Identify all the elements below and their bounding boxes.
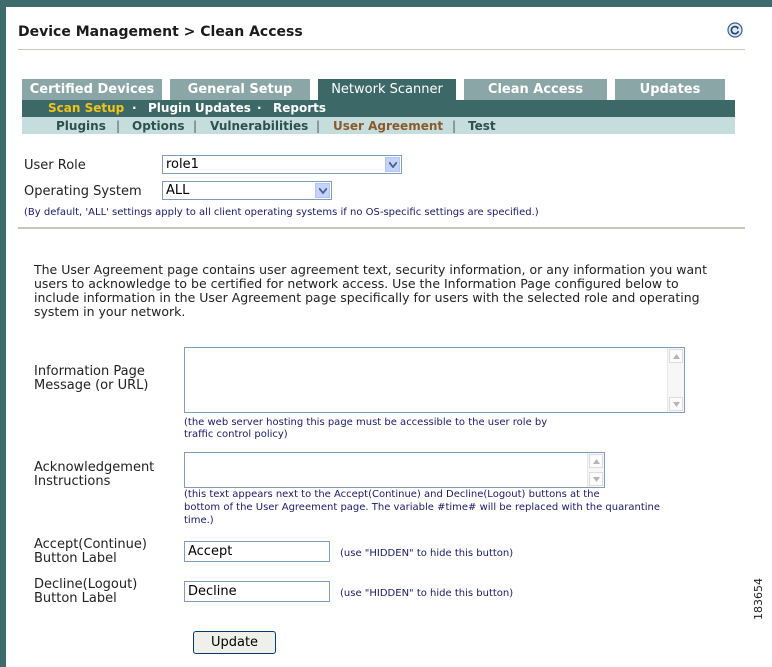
tab-certified-devices[interactable]: Certified Devices — [22, 79, 162, 100]
tab-general-setup[interactable]: General Setup — [170, 79, 310, 100]
figure-id: 183654 — [752, 578, 765, 620]
refresh-icon[interactable] — [727, 22, 743, 38]
user-role-label: User Role — [24, 158, 86, 173]
tab-updates[interactable]: Updates — [615, 79, 725, 100]
os-default-note: (By default, 'ALL' settings apply to all client operating systems if no OS-specific settings are specified.) — [24, 207, 539, 218]
update-button[interactable]: Update — [193, 631, 276, 654]
tab-clean-access-agent[interactable]: Clean Access — [464, 79, 607, 100]
scroll-up-icon[interactable] — [589, 454, 603, 468]
decline-label-input[interactable]: Decline — [184, 581, 330, 602]
decline-label-line2: Button Label — [34, 591, 117, 606]
scrollbar[interactable] — [667, 348, 684, 412]
subnav-plugins[interactable]: Plugins — [56, 119, 106, 133]
tab-network-scanner[interactable]: Network Scanner — [318, 79, 456, 100]
subnav-user-agreement[interactable]: User Agreement — [333, 119, 444, 133]
intro-text: The User Agreement page contains user agreement text, security information, or any information you want users to acknowledge to be certified for network access. Use the Information Page configured below to include information in the User Agreement page specifically for users with the selected role and operating system in your network. — [34, 262, 707, 319]
scrollbar[interactable] — [587, 453, 604, 487]
top-frame-bar — [0, 0, 772, 7]
accept-label-line1: Accept(Continue) — [34, 537, 147, 552]
subnav-plugin-updates[interactable]: Plugin Updates — [148, 101, 251, 115]
chevron-down-icon[interactable] — [385, 157, 400, 172]
info-page-hint-line2: traffic control policy) — [184, 429, 288, 440]
subnav-vulnerabilities[interactable]: Vulnerabilities — [210, 119, 309, 133]
ack-label-line1: Acknowledgement — [34, 460, 155, 475]
scroll-up-icon[interactable] — [669, 349, 683, 363]
subnav-separator: · — [132, 101, 137, 115]
section-divider — [18, 227, 745, 229]
left-frame-bar — [0, 0, 6, 667]
os-label: Operating System — [24, 184, 142, 199]
info-page-label-line1: Information Page — [34, 364, 145, 379]
subnav-separator: | — [452, 119, 457, 133]
subnav-secondary — [22, 117, 735, 134]
info-page-textarea[interactable] — [184, 347, 685, 413]
subnav-separator: | — [316, 119, 321, 133]
info-page-hint-line1: (the web server hosting this page must be accessible to the user role by — [184, 417, 548, 428]
ack-textarea[interactable] — [184, 452, 605, 488]
page-title: Device Management > Clean Access — [18, 24, 303, 40]
subnav-separator: | — [116, 119, 121, 133]
user-role-select[interactable] — [162, 155, 402, 174]
subnav-separator: | — [193, 119, 198, 133]
os-select[interactable] — [162, 181, 332, 200]
subnav-scan-setup[interactable]: Scan Setup — [48, 101, 125, 115]
ack-hint-line2: bottom of the User Agreement page. The variable #time# will be replaced with the quarantine — [184, 502, 661, 513]
subnav-primary — [22, 100, 735, 117]
chevron-down-icon[interactable] — [315, 183, 330, 198]
user-role-value: role1 — [166, 157, 199, 172]
decline-label-line1: Decline(Logout) — [34, 577, 138, 592]
os-value: ALL — [166, 183, 190, 198]
accept-hint: (use "HIDDEN" to hide this button) — [340, 548, 514, 559]
subnav-test[interactable]: Test — [468, 119, 496, 133]
accept-label-input[interactable]: Accept — [184, 541, 330, 562]
subnav-reports[interactable]: Reports — [273, 101, 327, 115]
info-page-label-line2: Message (or URL) — [34, 378, 149, 393]
scroll-down-icon[interactable] — [589, 472, 603, 486]
accept-label-line2: Button Label — [34, 551, 117, 566]
scroll-down-icon[interactable] — [669, 397, 683, 411]
ack-hint-line1: (this text appears next to the Accept(Continue) and Decline(Logout) buttons at the — [184, 489, 600, 500]
decline-hint: (use "HIDDEN" to hide this button) — [340, 588, 514, 599]
header-divider — [18, 49, 745, 50]
subnav-options[interactable]: Options — [132, 119, 185, 133]
ack-hint-line3: time.) — [184, 515, 214, 526]
ack-label-line2: Instructions — [34, 474, 111, 489]
subnav-separator: · — [257, 101, 262, 115]
